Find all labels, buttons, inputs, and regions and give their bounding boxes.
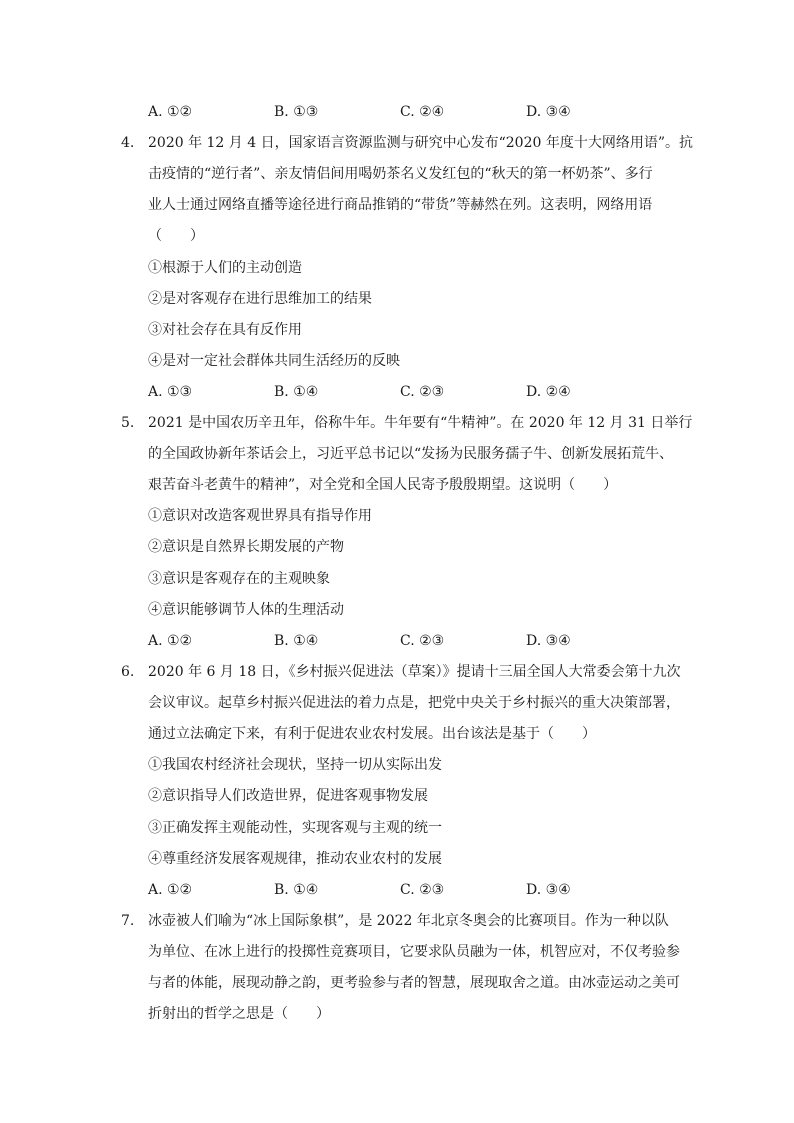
q6-statement-text-4: ④尊重经济发展客观规律，推动农业农村的发展: [148, 851, 442, 867]
q5-options-row: [0, 628, 794, 654]
q3-option-b: B. ①③: [274, 104, 319, 120]
q4-statement-text-1: ①根源于人们的主动创造: [148, 260, 302, 276]
q3-option-d: D. ③④: [526, 104, 571, 120]
q6-statement-text-2: ②意识指导人们改造世界，促进客观事物发展: [148, 788, 428, 804]
q4-option-d: D. ②④: [526, 384, 571, 400]
q5-stem-line-3: [0, 472, 794, 498]
q6-stem-line-2: [0, 690, 794, 716]
q5-number: 5.: [121, 415, 135, 431]
q4-stem-text-3: 业人士通过网络直播等途径进行商品推销的“带货”等赫然在列。这表明，网络用语: [148, 197, 653, 213]
q5-stem-text-1: 2021 是中国农历辛丑年，俗称牛年。牛年要有“牛精神”。在 2020 年 12 月 31 日举行: [148, 415, 693, 431]
q5-statement-text-4: ④意识能够调节人体的生理活动: [148, 602, 344, 618]
q6-statement-1: [0, 752, 794, 778]
q4-options-row: [0, 379, 794, 405]
q3-option-c: C. ②④: [400, 104, 445, 120]
q6-option-c: C. ②③: [400, 882, 445, 898]
q4-stem-text-2: 击疫情的“逆行者”、亲友情侣间用喝奶茶名义发红包的“秋天的第一杯奶茶”、多行: [148, 166, 653, 182]
q7-stem-line-2: [0, 939, 794, 965]
q4-stem-line-4: [0, 223, 794, 249]
q7-stem-text-3: 与者的体能，展现动静之韵，更考验参与者的智慧，展现取舍之道。由冰壶运动之美可: [148, 975, 680, 991]
q6-statement-3: [0, 815, 794, 841]
q5-option-a: A. ①②: [148, 633, 193, 649]
q7-stem-text-4: 折射出的哲学之思是（ ）: [148, 1006, 330, 1022]
q4-stem-line-1: [0, 130, 794, 156]
q4-statement-3: [0, 317, 794, 343]
q5-stem-text-3: 艰苦奋斗老黄牛的精神”，对全党和全国人民寄予殷殷期望。这说明（ ）: [148, 477, 618, 493]
q4-option-b: B. ①④: [274, 384, 319, 400]
q4-answer-blank: （ ）: [148, 228, 204, 244]
q4-stem-line-2: [0, 161, 794, 187]
q6-statement-text-1: ①我国农村经济社会现状，坚持一切从实际出发: [148, 757, 442, 773]
q5-stem-line-2: [0, 441, 794, 467]
q6-number: 6.: [121, 664, 135, 680]
q4-statement-4: [0, 348, 794, 374]
q4-stem-line-3: [0, 192, 794, 218]
q6-stem-line-1: [0, 659, 794, 685]
q6-option-b: B. ①④: [274, 882, 319, 898]
q6-statement-2: [0, 783, 794, 809]
q4-option-a: A. ①③: [148, 384, 193, 400]
q4-statement-1: [0, 255, 794, 281]
q6-option-d: D. ③④: [526, 882, 571, 898]
q5-option-c: C. ②③: [400, 633, 445, 649]
q4-option-c: C. ②③: [400, 384, 445, 400]
q6-stem-line-3: [0, 721, 794, 747]
q7-stem-line-3: [0, 970, 794, 996]
q5-statement-text-3: ③意识是客观存在的主观映象: [148, 571, 330, 587]
q7-stem-line-4: [0, 1001, 794, 1027]
q5-option-d: D. ③④: [526, 633, 571, 649]
q6-option-a: A. ①②: [148, 882, 193, 898]
q5-statement-text-1: ①意识对改造客观世界具有指导作用: [148, 508, 372, 524]
q3-options-row: [0, 99, 794, 125]
q5-statement-3: [0, 566, 794, 592]
q6-statement-4: [0, 846, 794, 872]
q7-stem-text-1: 冰壶被人们喻为“冰上国际象棋”，是 2022 年北京冬奥会的比赛项目。作为一种以队: [148, 913, 669, 929]
q6-stem-text-1: 2020 年 6 月 18 日，《乡村振兴促进法（草案）》提请十三届全国人大常委会第十九次: [148, 664, 681, 680]
q4-number: 4.: [121, 135, 135, 151]
q4-statement-2: [0, 286, 794, 312]
q6-stem-text-2: 会议审议。起草乡村振兴促进法的着力点是，把党中央关于乡村振兴的重大决策部署，: [148, 695, 680, 711]
q7-stem-line-1: [0, 908, 794, 934]
q4-stem-text-1: 2020 年 12 月 4 日，国家语言资源监测与研究中心发布“2020 年度十大网络用语”。抗: [148, 135, 693, 151]
q5-statement-2: [0, 534, 794, 560]
q7-number: 7.: [121, 913, 135, 929]
q6-stem-text-3: 通过立法确定下来，有利于促进农业农村发展。出台该法是基于（ ）: [148, 726, 596, 742]
q3-option-a: A. ①②: [148, 104, 193, 120]
q5-stem-line-1: [0, 410, 794, 436]
q5-statement-text-2: ②意识是自然界长期发展的产物: [148, 539, 344, 555]
q5-statement-1: [0, 503, 794, 529]
q5-option-b: B. ①④: [274, 633, 319, 649]
q6-statement-text-3: ③正确发挥主观能动性，实现客观与主观的统一: [148, 820, 442, 836]
q4-statement-text-3: ③对社会存在具有反作用: [148, 322, 302, 338]
q4-statement-text-4: ④是对一定社会群体共同生活经历的反映: [148, 353, 400, 369]
q5-stem-text-2: 的全国政协新年茶话会上，习近平总书记以“发扬为民服务孺子牛、创新发展拓荒牛、: [148, 446, 674, 462]
q6-options-row: [0, 877, 794, 903]
q5-statement-4: [0, 597, 794, 623]
q4-statement-text-2: ②是对客观存在进行思维加工的结果: [148, 291, 372, 307]
q7-stem-text-2: 为单位、在冰上进行的投掷性竞赛项目，它要求队员融为一体，机智应对，不仅考验参: [148, 944, 680, 960]
